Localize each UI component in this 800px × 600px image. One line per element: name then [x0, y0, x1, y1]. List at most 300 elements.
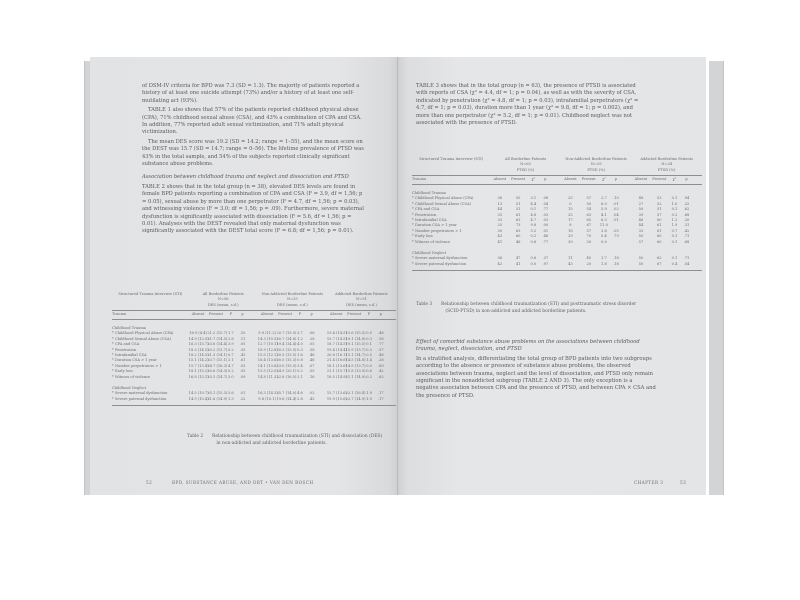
table-cell: .58	[308, 347, 315, 352]
table-cell: 6.0	[601, 201, 607, 206]
table-subcol-header: χ²	[531, 177, 536, 181]
table-cell: 15.1 (14.2)	[188, 358, 209, 363]
table-cell: 53	[657, 196, 662, 201]
table-group-measure: DES (mean, s.d.)	[346, 302, 377, 307]
table-cell: .01	[542, 228, 549, 233]
table-cell: .46	[308, 358, 315, 363]
table-2-caption	[187, 433, 387, 447]
table-cell: 13	[497, 201, 503, 206]
table-cell: 0.2	[366, 374, 372, 379]
table-cell: 20.2 (15.7)	[207, 347, 228, 352]
table-group-title: All Borderline Patients	[504, 157, 547, 161]
table-cell: 0.2	[530, 234, 537, 239]
table-cell: 15.8 (13.9)	[345, 369, 366, 374]
left-paragraph: TABLE 1 also shows that 57% of the patients reported childhood physical abuse (CPA), 71% childhood sexual abuse (CSA), and 43% a combination of CPA and CSA. In addition, 77% reported adult sexual victimization, and 71% adult physical victimization.	[142, 107, 362, 136]
table-cell: 18.9 (12.8)	[257, 347, 278, 352]
table-cell: 29	[568, 234, 573, 239]
table-cell: 18	[568, 228, 573, 233]
table-cell: 23.6 (14.4)	[207, 342, 228, 347]
table-cell: 9.9 (11.2)	[258, 331, 276, 336]
table-cell: 3.1	[530, 196, 537, 201]
table-cell: 0.1	[671, 234, 678, 239]
right-subheading: Effect of comorbid substance abuse problems on the associations between childhood trauma, neglect, dissociation, and PTSD	[416, 339, 640, 353]
table-row-label: * Childhood Physical Abuse (CPA)	[112, 331, 174, 336]
left-page	[90, 57, 398, 495]
table-row-label: * Witness of violence	[412, 239, 451, 244]
table-cell: 42	[497, 261, 503, 266]
caption-line: in non-addicted and addicted borderline patients.	[216, 441, 327, 446]
table-cell: 2.1	[227, 358, 234, 363]
table-cell: 4.8	[530, 212, 537, 217]
table-cell: .18	[613, 256, 619, 261]
right-body-top	[416, 83, 646, 129]
table-cell: 0.1	[366, 342, 372, 347]
caption-line: Relationship between childhood traumatization (STI) and posttraumatic stress disorder	[441, 302, 637, 307]
table-cell: 0.7	[671, 228, 678, 233]
table-subcol-header: p	[685, 177, 688, 181]
table-cell: 3.6	[601, 228, 607, 233]
table-rule	[112, 310, 396, 311]
table-cell: 27	[638, 201, 644, 206]
table-cell: 15.1 (14.7)	[345, 353, 366, 357]
table-cell: 0.0	[366, 363, 372, 368]
table-cell: 1.0	[671, 201, 678, 206]
table-cell: 25	[497, 223, 503, 228]
table-cell: 57	[657, 212, 662, 217]
table-cell: 1.2	[671, 218, 678, 222]
table-cell: 44	[497, 207, 503, 212]
table-subcol-header: p	[544, 177, 547, 181]
table-row-label: * Witness of violence	[112, 374, 151, 379]
table-trauma-label: Trauma	[412, 177, 427, 181]
table-cell: 0.1	[671, 207, 678, 212]
table-cell: .06	[308, 331, 315, 336]
table-cell: 41	[515, 261, 521, 266]
table-cell: .01	[613, 201, 619, 206]
table-cell: 0.4	[601, 234, 607, 239]
table-cell: 46	[515, 239, 521, 244]
table-cell: 14.9 (13.7)	[345, 363, 366, 368]
left-page-number: 52	[146, 480, 153, 485]
table-cell: .10	[613, 196, 619, 201]
table-cell: 20	[586, 261, 592, 266]
table-cell: 20.7 (15.0)	[276, 331, 297, 336]
left-body-text	[142, 83, 368, 238]
table-cell: 57	[586, 228, 592, 233]
table-cell: 0.5	[366, 353, 372, 357]
table-cell: 30	[568, 239, 573, 244]
left-running-head: BPD, SUBSTANCE ABUSE, AND DBT • VAN DEN BOSCH	[172, 480, 314, 485]
table-cell: 5.6	[227, 391, 234, 396]
table-cell: 0.8	[297, 358, 303, 363]
table-cell: 19.4 (14.5)	[326, 331, 347, 336]
table-cell: 1.6	[297, 353, 303, 357]
table-subcol-header: Present	[278, 312, 293, 316]
table-cell: 48	[638, 196, 644, 201]
table-subcol-header: Absent	[329, 312, 343, 316]
table-subcol-header: Absent	[634, 177, 648, 181]
table-row-label: * Duration CSA > 1 year	[112, 358, 157, 363]
table-cell: 47	[515, 256, 521, 261]
table-cell: 14.9 (10.4)	[188, 396, 209, 401]
table-row-label: * Number perpetrators > 1	[112, 363, 162, 368]
table-cell: 63	[515, 218, 521, 222]
table-cell: 24.5 (20.1)	[276, 369, 297, 374]
right-paragraph: In a stratified analysis, differentiating the total group of BPD patients into two subgroups according to the absence or presence of substance abuse problems, the observed associations between trauma, neglect and the level of dissociation, and PTSD only remain significant in the nonaddicted subgroup (TABLE 2 AND 3). The only exception is a negative association between CPA and the presence of PTSD, and between CPA × CSA and the presence of PTSD.	[416, 355, 656, 399]
table-cell: .16	[308, 374, 315, 379]
table-cell: 50	[638, 207, 644, 212]
table-cell: 61	[657, 223, 662, 228]
table-cell: 3.0	[227, 374, 234, 379]
table-cell: .01	[239, 391, 246, 396]
table-cell: .03	[542, 212, 549, 217]
table-group-title: All Borderline Patients	[202, 292, 244, 296]
table-cell: 5.9	[601, 207, 607, 212]
table-row-label: * Severe paternal dysfunction	[112, 396, 167, 401]
table-group-title: Non-Addicted Borderline Patients	[565, 157, 627, 161]
table-cell: .05	[308, 342, 315, 347]
table-group-n: N=29	[590, 162, 602, 167]
table-cell: 20.3 (15.0)	[276, 347, 297, 352]
table-cell: .05	[239, 342, 246, 347]
table-cell: 19.4 (14.4)	[326, 347, 347, 352]
table-col-header: Structured Trauma Interview (STI)	[118, 292, 183, 296]
table-cell: .18	[613, 261, 619, 266]
table-cell: 2.1	[297, 374, 303, 379]
table-cell: .55	[239, 347, 246, 352]
table-section-heading: Childhood Trauma	[112, 326, 146, 330]
table-cell: 20	[586, 239, 592, 244]
table-cell: 5.2	[530, 228, 537, 233]
table-cell: 8	[569, 223, 572, 228]
table-cell: 15.0 (12.1)	[257, 353, 278, 357]
table-cell: 23.3 (14.7)	[207, 374, 228, 379]
table-cell: 0.2	[227, 347, 234, 352]
table-cell: 22.7 (14.9)	[345, 396, 366, 401]
table-cell: 16.3 (15.7)	[188, 342, 209, 347]
table-group-n: N=56	[217, 297, 229, 302]
table-cell: 67	[657, 261, 662, 266]
table-cell: .11	[239, 336, 246, 341]
table-group-measure: DES (mean, s.d.)	[207, 302, 239, 307]
table-cell: .79	[613, 234, 619, 239]
table-cell: 62	[657, 256, 662, 261]
table-cell: .22	[239, 396, 246, 401]
table-cell: 11.0	[599, 223, 608, 228]
table-rule	[112, 405, 396, 406]
table-cell: 44	[638, 223, 644, 228]
table-row-label: * Penetration	[412, 212, 437, 217]
table-group-n: N=31	[356, 297, 367, 302]
table-section-heading: Childhood Neglect	[112, 386, 147, 390]
table-group-measure: DES (mean, s.d.)	[277, 302, 308, 307]
table-rule	[412, 270, 702, 271]
table-cell: .57	[377, 347, 384, 352]
table-cell: 51	[515, 201, 521, 206]
table-subcol-header: F	[229, 312, 233, 316]
table-cell: 54	[586, 207, 592, 212]
table-cell: .05	[613, 228, 619, 233]
table-cell: .62	[377, 374, 384, 379]
table-subcol-header: Absent	[191, 312, 205, 316]
table-cell: 20.7 (14.8)	[276, 336, 297, 341]
table-cell: 0.1	[671, 256, 678, 261]
table-cell: 25.7 (14.0)	[276, 391, 297, 396]
table-cell: 51	[515, 207, 521, 212]
table-3-caption	[416, 301, 676, 315]
table-cell: 0.1	[671, 239, 678, 244]
table-cell: .08	[542, 196, 549, 201]
table-rule	[412, 184, 702, 185]
table-cell: 17	[568, 218, 573, 222]
table-cell: 3.4	[297, 363, 303, 368]
left-paragraph: TABLE 2 shows that in the total group (n = 38), elevated DES levels are found in female BPD patients reporting a combination of CPA and CSA (F = 3.9, df = 1,56; p = 0.05), sexual abuse by more than one perpetrator (F = 4.7, df = 1,56; p = 0.03), and witnessing violence (F = 3.0; df = 1,56; p = .09). Furthermore, severe maternal dysfunction is significantly associated with dissociation (F = 5.6, df = 1,56; p = 0.01). Analyses with the DEST revealed that only maternal dysfunction was significantly associated with the DEST total score (F = 6.8; df = 1,56; p = 0.01).	[142, 183, 364, 235]
table-cell: 50	[638, 256, 644, 261]
table-cell: 0.3	[366, 336, 372, 341]
table-cell: .54	[683, 261, 690, 266]
table-cell: 0.3	[366, 347, 372, 352]
table-cell: 3.9	[227, 342, 234, 347]
table-cell: .77	[377, 342, 384, 347]
table-group-measure: PTSD (%)	[657, 167, 676, 172]
table-cell: 19.6 (14.4)	[276, 396, 297, 401]
caption-line: Relationship between childhood traumatization (STI) and dissociation (DES)	[212, 434, 383, 439]
table-cell: .97	[542, 261, 549, 266]
table-cell: .42	[683, 228, 690, 233]
table-cell: .03	[239, 363, 246, 368]
table-cell: 14.5 (14.8)	[345, 358, 366, 363]
table-cell: 0.6	[366, 369, 372, 374]
table-cell: .04	[613, 212, 619, 217]
table-cell: .68	[683, 239, 690, 244]
left-subheading: Association between childhood trauma and neglect and dissociation and PTSD	[142, 174, 349, 181]
table-cell: 60	[515, 234, 521, 239]
table-cell: 15.7 (13.4)	[188, 363, 209, 368]
table-group-measure: PTSD (%)	[516, 167, 535, 172]
table-subcol-header: Present	[208, 312, 223, 316]
table-cell: 23.7 (15.1)	[207, 358, 228, 363]
table-cell: 0.4	[671, 261, 678, 266]
table-row-label: * Childhood Sexual Abuse (CSA)	[412, 201, 471, 206]
table-section-heading: Childhood Neglect	[412, 251, 447, 255]
table-cell: 16.3 (14.3)	[257, 391, 278, 396]
table-cell: .77	[542, 207, 549, 212]
table-cell: 4.7	[227, 363, 234, 368]
table-cell: 0.5	[366, 331, 372, 336]
table-cell: 0.0	[601, 239, 607, 244]
table-cell: 67	[586, 223, 592, 228]
table-cell: .32	[683, 201, 690, 206]
table-cell: 65	[586, 218, 592, 222]
table-cell: .48	[377, 331, 384, 336]
table-cell: 11	[568, 256, 573, 261]
table-3	[412, 157, 702, 287]
table-group-n: N=25	[286, 297, 298, 302]
table-cell: 61	[657, 228, 662, 233]
table-cell: 24.7 (16.3)	[207, 363, 228, 368]
table-cell: 18.7 (14.5)	[326, 342, 347, 347]
table-cell: 18.2 (14.0)	[188, 353, 209, 357]
table-cell: .37	[542, 256, 549, 261]
table-cell: .20	[683, 218, 690, 222]
table-cell: .28	[377, 358, 384, 363]
table-group-title: Non-Addicted Borderline Patients	[261, 292, 324, 296]
table-cell: 18.5 (14.9)	[326, 374, 347, 379]
table-cell: .03	[542, 218, 549, 222]
table-cell: 0.2	[671, 212, 678, 217]
table-row-label: * Early loss	[112, 369, 133, 374]
table-cell: 57	[638, 239, 644, 244]
table-cell: .02	[308, 391, 315, 396]
table-cell: 19.1 (14.8)	[345, 336, 366, 341]
table-group-measure: PTSD (%)	[587, 167, 605, 172]
table-cell: 16.4 (13.6)	[257, 358, 278, 363]
table-cell: .48	[377, 353, 384, 357]
table-cell: 16.8 (15.1)	[188, 374, 209, 379]
table-cell: .02	[613, 207, 619, 212]
table-cell: .68	[683, 212, 690, 217]
table-cell: .00	[542, 223, 549, 228]
table-cell: 22.8 (16.5)	[276, 374, 297, 379]
table-subcol-header: Present	[652, 177, 667, 181]
table-cell: 1.7	[227, 331, 234, 336]
table-cell: 20.6 (14.3)	[207, 369, 228, 374]
table-cell: 14.5 (10.7)	[188, 391, 209, 396]
table-row-label: * CPA and CSA	[412, 207, 440, 212]
table-row-label: * CPA and CSA	[112, 342, 140, 347]
table-cell: 1.2	[297, 336, 303, 341]
table-cell: .10	[239, 331, 246, 336]
table-cell: 21.4 (16.6)	[326, 358, 347, 363]
table-cell: 63	[515, 228, 521, 233]
table-cell: 14.3 (10.5)	[257, 336, 278, 341]
table-cell: 70	[586, 234, 592, 239]
table-cell: 25	[568, 212, 573, 217]
right-page-edges	[709, 61, 724, 495]
table-cell: 1.3	[227, 396, 234, 401]
table-cell: 0.1	[530, 207, 537, 212]
table-cell: .04	[542, 201, 549, 206]
right-running-head: CHAPTER 3	[634, 480, 664, 485]
table-cell: 21.1 (14.9)	[345, 374, 366, 379]
left-paragraph: The mean DES score was 19.2 (SD = 14.2; range = 1–55), and the mean score on the DEST was 15.7 (SD = 14.7; range = 0–56). The lifetime prevalence of PTSD was 43% in the total sample, and 54% of the subjects reported clinically significant substance abuse problems.	[142, 138, 364, 168]
table-cell: 1.4	[366, 358, 372, 363]
table-cell: 14.1 (13.6)	[257, 363, 278, 368]
table-cell: .89	[377, 363, 384, 368]
table-cell: .61	[239, 358, 246, 363]
table-cell: .71	[683, 234, 690, 239]
table-group-title: Addicted Borderline Patients	[335, 292, 388, 296]
table-cell: 0.8	[530, 239, 537, 244]
table-cell: 12.7 (10.1)	[257, 342, 278, 347]
table-cell: 0.7	[227, 353, 234, 357]
table-row-label: * Penetration	[112, 347, 137, 352]
table-cell: .58	[377, 336, 384, 341]
open-book	[88, 57, 716, 497]
table-cell: 9.8 (10.1)	[258, 396, 276, 401]
table-cell: 0.2	[297, 369, 303, 374]
table-cell: .17	[377, 396, 384, 401]
table-cell: .42	[308, 396, 315, 401]
table-cell: 1.9	[366, 391, 372, 396]
table-cell: 4.4	[530, 201, 537, 206]
table-cell: 20.6 (16.1)	[326, 353, 347, 357]
right-page-number: 53	[680, 480, 687, 485]
table-cell: 0	[569, 201, 572, 206]
table-cell: .01	[613, 218, 619, 222]
table-row-label: * Duration CSA > 1 year	[412, 223, 457, 228]
table-cell: 63	[586, 212, 592, 217]
table-cell: 60	[657, 218, 662, 222]
table-cell: 0.8	[530, 256, 537, 261]
table-cell: 50	[638, 261, 644, 266]
table-cell: 23.0 (15.0)	[276, 363, 297, 368]
table-cell: 52	[657, 201, 662, 206]
table-group-title: Addicted Borderline Patients	[640, 157, 694, 161]
table-cell: .31	[683, 223, 690, 228]
table-cell: 21.7 (14.5)	[207, 336, 228, 341]
table-cell: 23.1 (16.4)	[345, 391, 366, 396]
table-cell: 2.8	[297, 396, 303, 401]
table-rule	[412, 175, 702, 176]
table-cell: .07	[308, 363, 315, 368]
right-paragraph: TABLE 3 shows that in the total group (n = 63), the presence of PTSD is associated with reports of CSA (χ² = 4.4, df = 1; p = 0.04), as well as with the severity of CSA, indicated by penetration (χ² = 4.8, df = 1; p = 0.03), intrafamilial perpetrators (χ² = 4.7, df = 1; p = 0.03), duration more than 1 year (χ² = 9.8, df = 1; p = 0.002), and more than one perpetrator (χ² = 5.2, df = 1; p = 0.01). Childhood neglect was not associated with the presence of PTSD.	[416, 83, 639, 127]
table-cell: 21.2 (15.7)	[207, 331, 228, 336]
table-cell: 39	[638, 212, 644, 217]
table-subcol-header: χ²	[672, 177, 677, 181]
table-cell: 43	[497, 234, 503, 239]
table-cell: 9.8	[530, 223, 537, 228]
table-2	[112, 292, 396, 422]
table-subcol-header: p	[241, 312, 244, 316]
table-cell: 14.8 (11.3)	[257, 374, 278, 379]
table-cell: 15.7 (14.5)	[326, 336, 347, 341]
table-subcol-header: F	[367, 312, 371, 316]
table-cell: 4.1	[601, 212, 607, 217]
table-subcol-header: Present	[347, 312, 362, 316]
table-row-label: * Early loss	[412, 234, 433, 239]
table-row-label: * Number perpetrators > 1	[412, 228, 462, 233]
right-body-bottom	[416, 339, 656, 402]
table-section-heading: Childhood Trauma	[412, 191, 446, 195]
table-cell: 4.0	[297, 342, 303, 347]
table-cell: 57	[586, 196, 592, 201]
table-cell: 15.5 (12.0)	[257, 369, 278, 374]
table-cell: 21.3 (14.1)	[207, 353, 228, 357]
caption-label: Table 2	[187, 434, 204, 439]
table-cell: 18.1 (13.6)	[326, 363, 347, 368]
table-cell: .43	[239, 353, 246, 357]
table-cell: .55	[308, 369, 315, 374]
table-cell: .28	[308, 336, 315, 341]
table-cell: 36	[497, 196, 503, 201]
table-cell: 0.0	[530, 261, 537, 266]
table-col-header: Structured Trauma Interview (STI)	[419, 157, 484, 161]
table-cell: 33	[638, 228, 644, 233]
table-cell: 40	[586, 256, 592, 261]
table-cell: 15.9 (15.7)	[345, 347, 366, 352]
table-cell: 19.9 (15.6)	[326, 396, 347, 401]
table-cell: 2.7	[601, 196, 607, 201]
table-row-label: * Severe maternal dysfunction	[412, 256, 468, 261]
table-cell: 61	[515, 212, 521, 217]
table-cell: 30	[497, 228, 503, 233]
table-cell: 1.8	[601, 261, 607, 266]
table-cell: 55	[515, 196, 521, 201]
table-row-label: * Intrafamilial CSA	[412, 218, 447, 222]
table-cell: 33	[497, 212, 503, 217]
table-cell: 51	[657, 207, 662, 212]
